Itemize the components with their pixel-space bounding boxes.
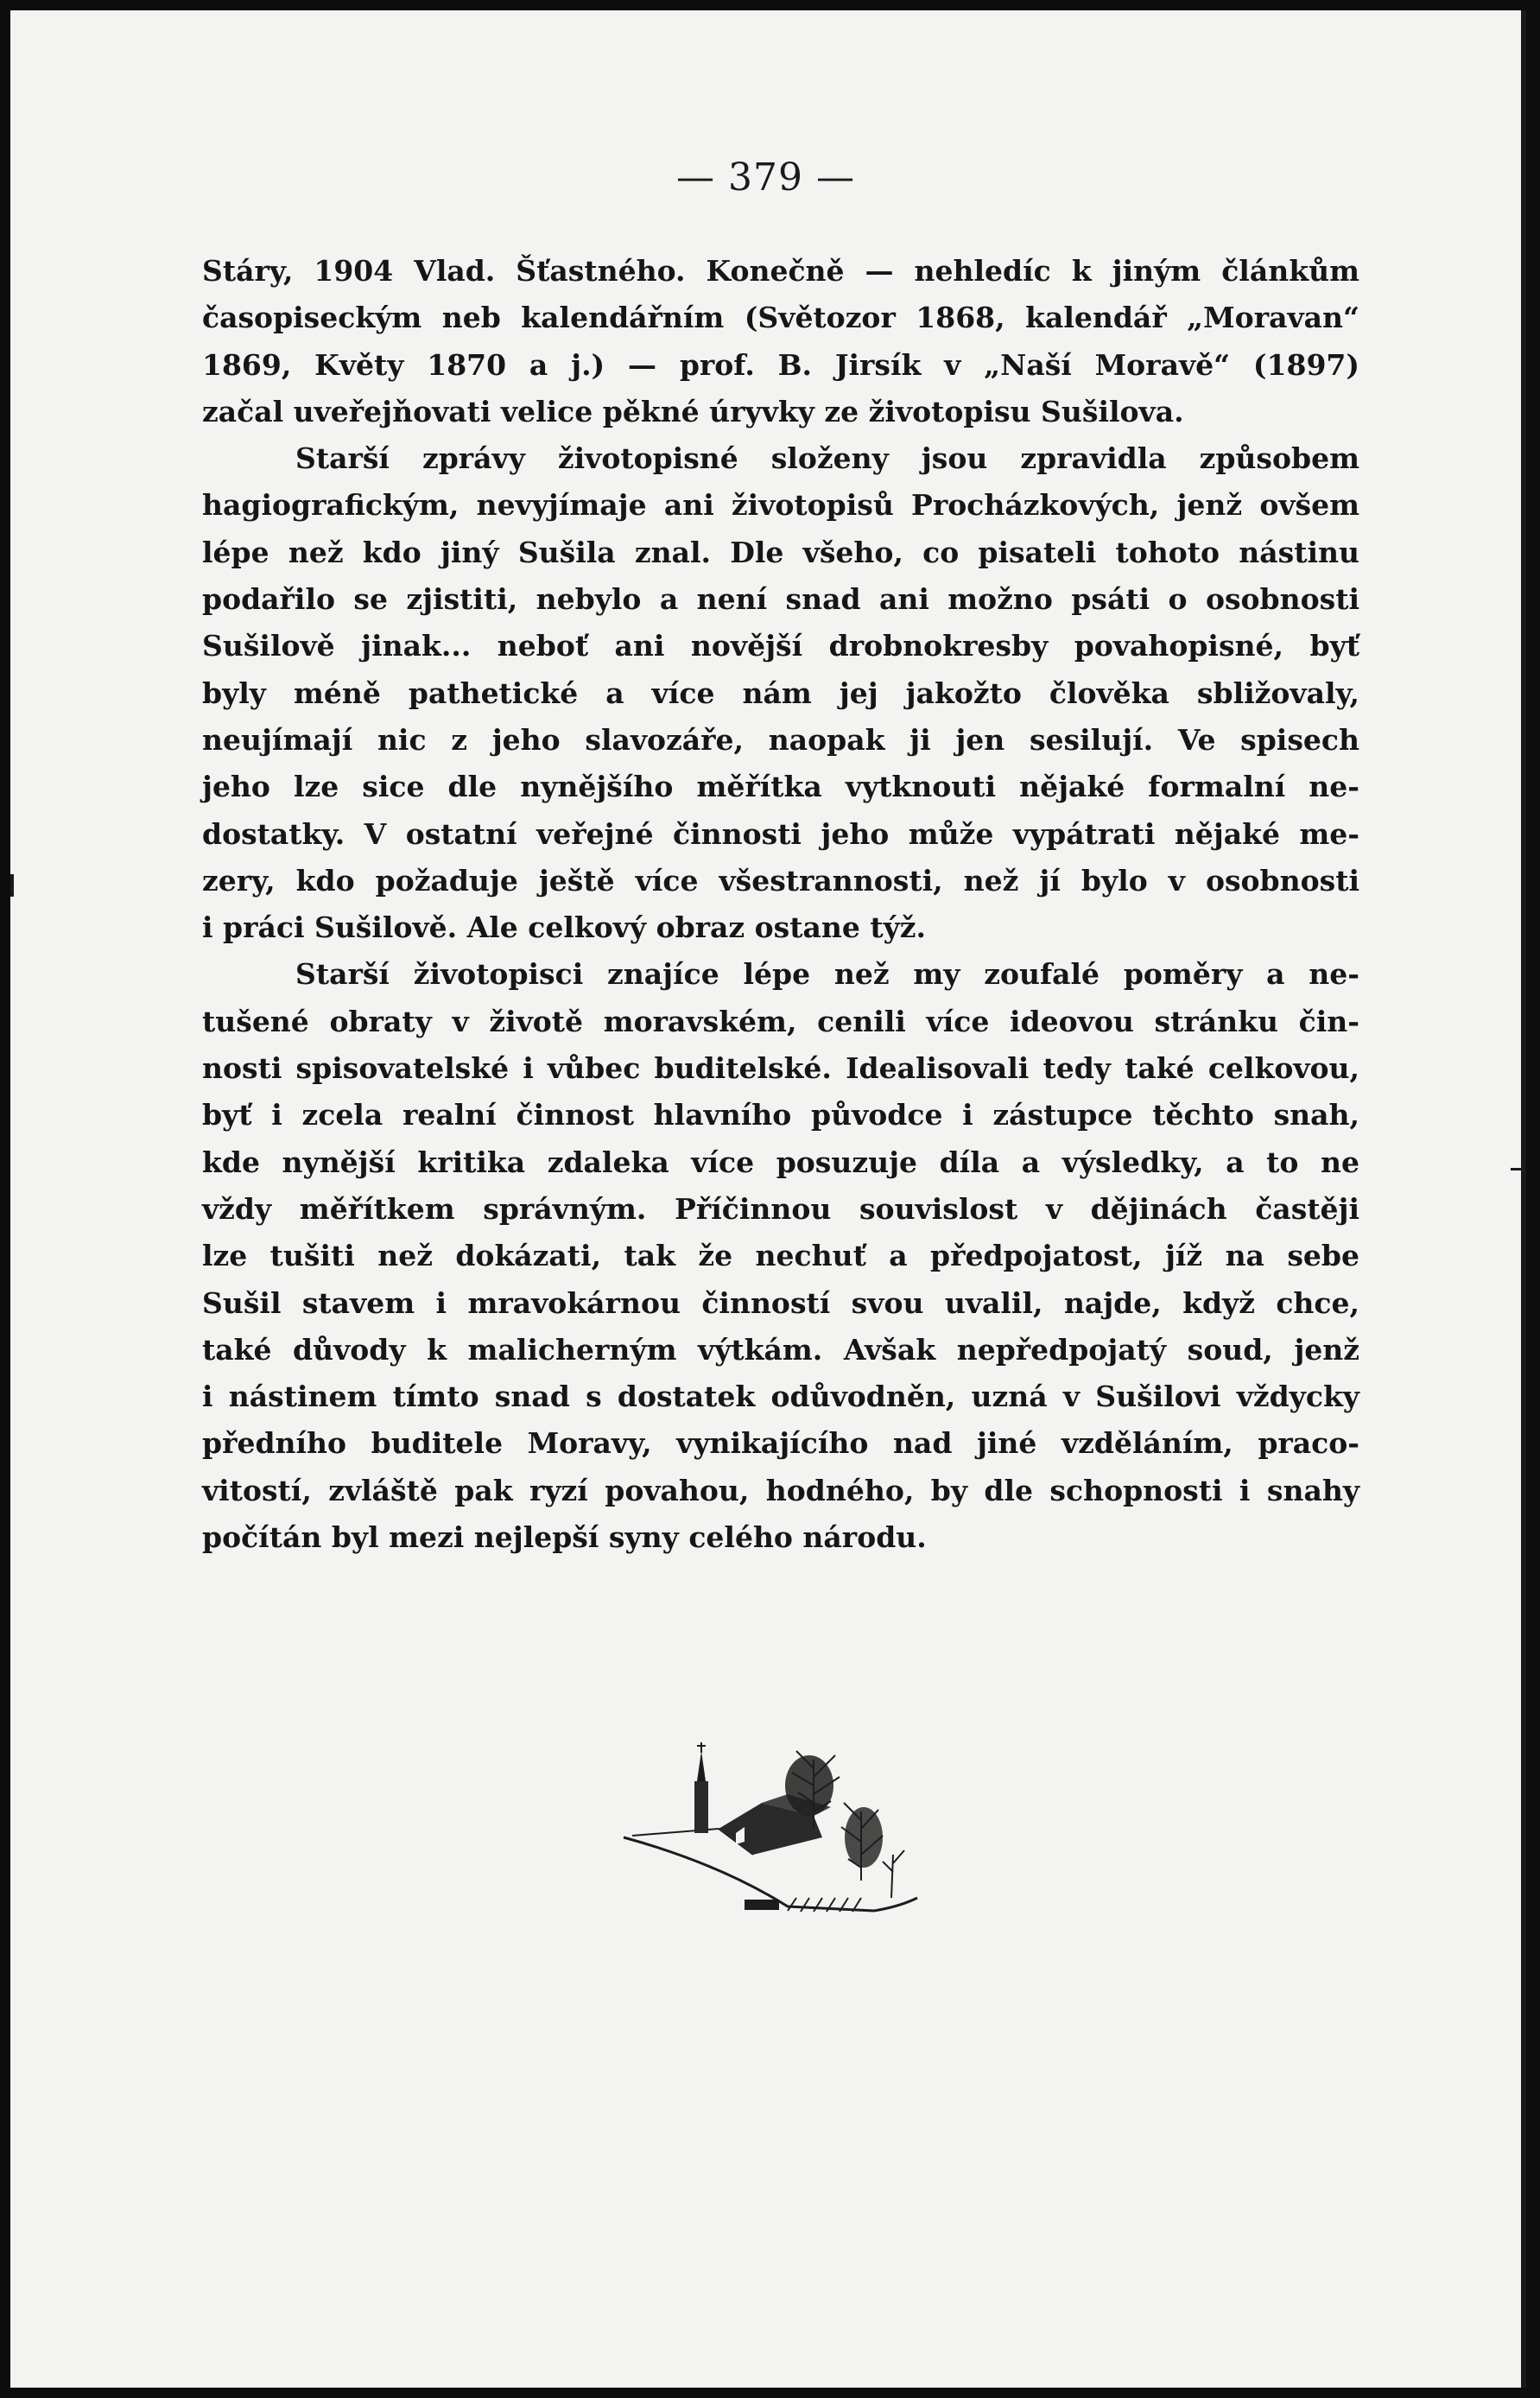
text-line: Sušil stavem i mravokárnou činností svou uvalil, najde, když chce, [202, 1285, 1359, 1320]
text-line: zery, kdo požaduje ještě více všestrannosti, než jí bylo v osobnosti [202, 863, 1359, 898]
text-line: byť i zcela realní činnost hlavního původce i zástupce těchto snah, [202, 1098, 1359, 1132]
text-line: byly méně pathetické a více nám jej jakožto člověka sbližovaly, [202, 676, 1359, 710]
text-line: časopiseckým neb kalendářním (Světozor 1868, kalendář „Moravan“ [202, 301, 1359, 335]
text-line: kde nynější kritika zdaleka více posuzuje díla a výsledky, a to ne [202, 1145, 1359, 1179]
book-page [10, 10, 1526, 2388]
winter-landscape-vignette-icon [615, 1734, 926, 1932]
text-line: také důvody k malicherným výtkám. Avšak nepředpojatý soud, jenž [202, 1332, 1359, 1367]
text-line: lépe než kdo jiný Sušila znal. Dle všeho, co pisateli tohoto nástinu [202, 535, 1359, 569]
text-line: Sušilově jinak... neboť ani novější drobnokresby povahopisné, byť [202, 629, 1359, 663]
text-line: 1869, Květy 1870 a j.) — prof. B. Jirsík v „Naší Moravě“ (1897) [202, 347, 1359, 382]
text-line: i práci Sušilově. Ale celkový obraz ostane týž. [202, 910, 927, 945]
text-line: Stáry, 1904 Vlad. Šťastného. Konečně — nehledíc k jiným článkům [202, 254, 1359, 288]
edge-mark [1511, 1168, 1523, 1170]
edge-mark [10, 874, 14, 897]
text-line: předního buditele Moravy, vynikajícího nad jiné vzděláním, praco- [202, 1426, 1359, 1461]
text-line: vitostí, zvláště pak ryzí povahou, hodného, by dle schopnosti i snahy [202, 1473, 1359, 1507]
text-line: Starší životopisci znajíce lépe než my zoufalé poměry a ne- [295, 957, 1359, 992]
text-line: lze tušiti než dokázati, tak že nechuť a předpojatost, jíž na sebe [202, 1239, 1359, 1273]
text-line: Starší zprávy životopisné složeny jsou zpravidla způsobem [295, 441, 1359, 476]
text-line: hagiografickým, nevyjímaje ani životopisů Procházkových, jenž ovšem [202, 488, 1359, 523]
text-line: počítán byl mezi nejlepší syny celého národu. [202, 1520, 927, 1555]
text-line: začal uveřejňovati velice pěkné úryvky ze životopisu Sušilova. [202, 394, 1184, 428]
text-line: vždy měřítkem správným. Příčinnou souvislost v dějinách častěji [202, 1191, 1359, 1226]
text-line: tušené obraty v životě moravském, cenili více ideovou stránku čin- [202, 1004, 1359, 1038]
text-line: dostatky. V ostatní veřejné činnosti jeho může vypátrati nějaké me- [202, 816, 1359, 851]
text-line: nosti spisovatelské i vůbec buditelské. Idealisovali tedy také celkovou, [202, 1051, 1359, 1086]
page-number: — 379 — [676, 155, 855, 200]
text-line: i nástinem tímto snad s dostatek odůvodněn, uzná v Sušilovi vždycky [202, 1380, 1359, 1414]
body-text [202, 248, 1359, 1561]
text-line: neujímají nic z jeho slavozáře, naopak ji jen sesilují. Ve spisech [202, 722, 1359, 757]
text-line: podařilo se zjistiti, nebylo a není snad ani možno psáti o osobnosti [202, 582, 1359, 617]
text-line: jeho lze sice dle nynějšího měřítka vytknouti nějaké formalní ne- [202, 770, 1359, 804]
